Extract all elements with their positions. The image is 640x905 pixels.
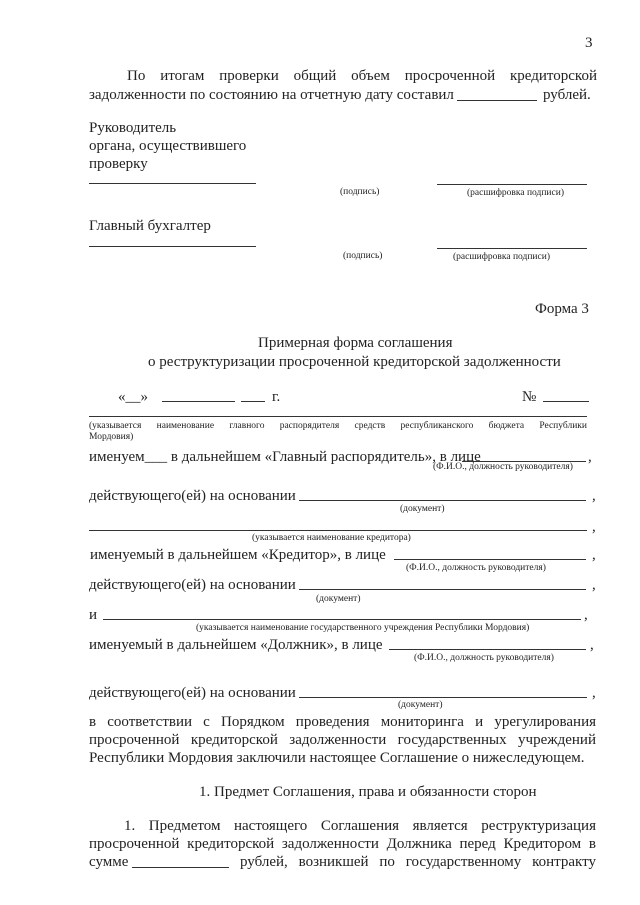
comma: , <box>590 637 594 653</box>
head-title-3: проверку <box>89 156 148 172</box>
debtor-fio-caption: (Ф.И.О., должность руководителя) <box>414 653 554 663</box>
debtor-caption: (указывается наименование государственного учреждения Республики Мордовия) <box>196 623 530 633</box>
section-1-heading: 1. Предмет Соглашения, права и обязанности сторон <box>199 784 537 800</box>
head-transcript-caption: (расшифровка подписи) <box>467 188 564 198</box>
accountant-signature-line[interactable] <box>89 246 256 247</box>
accountant-transcript-caption: (расшифровка подписи) <box>453 252 550 262</box>
acting-basis-3: действующего(ей) на основании <box>89 685 296 701</box>
head-signature-caption: (подпись) <box>340 187 380 197</box>
comma: , <box>592 547 596 563</box>
document-caption-2: (документ) <box>316 594 361 604</box>
main-distributor-named: именуем___ в дальнейшем «Главный распорядитель», в лице <box>89 449 481 465</box>
debtor-named: именуемый в дальнейшем «Должник», в лице <box>89 637 383 653</box>
acting-basis-1: действующего(ей) на основании <box>89 488 296 504</box>
debtor-fio-field[interactable] <box>389 649 586 650</box>
preamble-line-2: просроченной кредиторской задолженности государственных учреждений <box>89 732 596 748</box>
form-title-1: Примерная форма соглашения <box>258 335 453 351</box>
form-label: Форма 3 <box>535 301 589 317</box>
section-1-p1-line-1: 1. Предметом настоящего Соглашения является реструктуризация <box>124 818 596 834</box>
comma: , <box>592 488 596 504</box>
acting-basis-2: действующего(ей) на основании <box>89 577 296 593</box>
main-distributor-caption-2: Мордовия) <box>89 432 134 442</box>
preamble-line-3: Республики Мордовия заключили настоящее Соглашение о нижеследующем. <box>89 750 585 766</box>
basis-document-field-3[interactable] <box>299 697 587 698</box>
preamble-line-1: в соответствии с Порядком проведения мониторинга и урегулирования <box>89 714 596 730</box>
comma: , <box>588 449 592 465</box>
head-title-2: органа, осуществившего <box>89 138 247 154</box>
summary-text: задолженности по состоянию на отчетную дату составил <box>89 87 454 103</box>
and-conjunction: и <box>89 607 98 623</box>
creditor-fio-field[interactable] <box>394 559 586 560</box>
number-sign: № <box>522 389 537 405</box>
basis-document-field-2[interactable] <box>299 589 586 590</box>
main-distributor-caption-1: (указывается наименование главного распорядителя средств республиканского бюджета Республики <box>89 421 587 431</box>
summary-line-1: По итогам проверки общий объем просроченной кредиторской <box>127 68 597 84</box>
section-1-p1-line-3: рублей, возникшей по государственному контракту <box>240 854 596 870</box>
summary-line-2 <box>89 86 454 104</box>
document-caption-1: (документ) <box>400 504 445 514</box>
head-signature-line[interactable] <box>89 183 256 184</box>
creditor-fio-caption: (Ф.И.О., должность руководителя) <box>406 563 546 573</box>
accountant-signature-caption: (подпись) <box>343 251 383 261</box>
creditor-caption: (указывается наименование кредитора) <box>252 533 411 543</box>
main-distributor-fio-caption: (Ф.И.О., должность руководителя) <box>433 462 573 472</box>
section-1-p1-line-2: просроченной кредиторской задолженности Должника перед Кредитором в <box>89 836 596 852</box>
date-year-suffix: г. <box>272 389 281 405</box>
summary-amount-field[interactable] <box>457 100 537 101</box>
basis-document-field-1[interactable] <box>299 500 586 501</box>
comma: , <box>592 519 596 535</box>
comma: , <box>592 685 596 701</box>
summary-suffix: рублей. <box>543 87 591 103</box>
creditor-field[interactable] <box>89 530 587 531</box>
main-distributor-field[interactable] <box>89 416 587 417</box>
section-1-p1-sum-label: сумме <box>89 854 129 870</box>
head-transcript-line[interactable] <box>437 184 587 185</box>
date-year-field[interactable] <box>241 401 265 402</box>
comma: , <box>592 577 596 593</box>
accountant-transcript-line[interactable] <box>437 248 587 249</box>
sum-amount-field[interactable] <box>132 867 229 868</box>
debtor-field[interactable] <box>103 619 581 620</box>
accountant-title: Главный бухгалтер <box>89 218 211 234</box>
date-month-field[interactable] <box>162 401 235 402</box>
comma: , <box>584 607 588 623</box>
creditor-named: именуемый в дальнейшем «Кредитор», в лице <box>90 547 386 563</box>
form-title-2: о реструктуризации просроченной кредиторской задолженности <box>148 354 561 370</box>
page-number: 3 <box>585 35 593 51</box>
number-field[interactable] <box>543 401 589 402</box>
head-title-1: Руководитель <box>89 120 177 136</box>
date-day: «__» <box>118 389 148 405</box>
document-caption-3: (документ) <box>398 700 443 710</box>
